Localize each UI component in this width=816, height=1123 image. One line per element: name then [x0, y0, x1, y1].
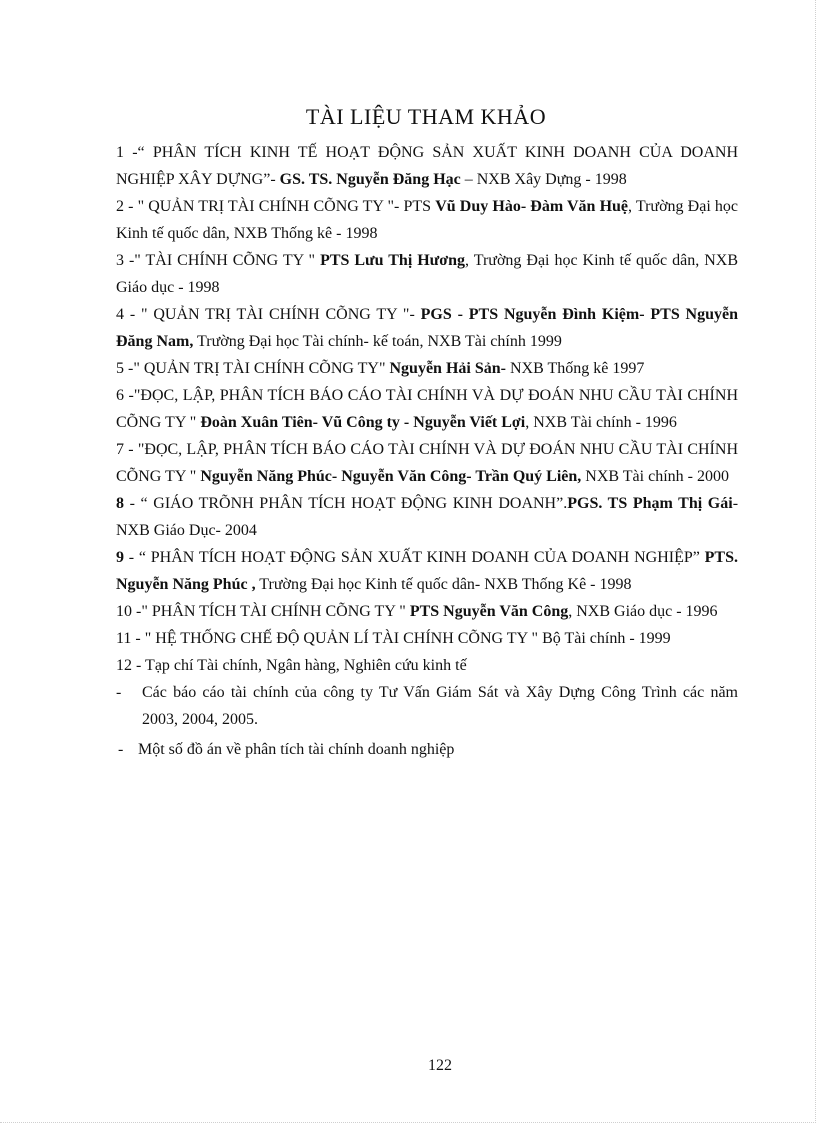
reference-item-4: 4 - " QUẢN TRỊ TÀI CHÍNH CÕNG TY "- PGS - PTS Nguyễn Đình Kiệm- PTS Nguyễn Đăng Nam, Trường Đại học Tài chính- kế toán, NXB Tài chính 1999	[116, 306, 739, 350]
bullet-item-financial-reports: - Các báo cáo tài chính của công ty Tư Vấn Giám Sát và Xây Dựng Công Trình các năm 2003, 2004, 2005.	[116, 679, 738, 733]
page-number: 122	[428, 1057, 452, 1074]
reference-item-8: 8 - “ GIÁO TRÕNH PHÂN TÍCH HOẠT ĐỘNG KINH DOANH”.PGS. TS Phạm Thị Gái- NXB Giáo Dục- 2004	[116, 495, 739, 539]
reference-item-9: 9 - “ PHÂN TÍCH HOẠT ĐỘNG SẢN XUẤT KINH DOANH CỦA DOANH NGHIỆP” PTS. Nguyễn Năng Phúc , Trường Đại học Kinh tế quốc dân- NXB Thống Kê - 1998	[116, 549, 738, 593]
reference-item-5: 5 -" QUẢN TRỊ TÀI CHÍNH CÕNG TY" Nguyễn Hải Sản- NXB Thống kê 1997	[116, 360, 645, 377]
page-title: TÀI LIỆU THAM KHẢO	[305, 104, 547, 129]
reference-item-3: 3 -" TÀI CHÍNH CÕNG TY " PTS Lưu Thị Hương, Trường Đại học Kinh tế quốc dân, NXB Giáo dục - 1998	[116, 252, 738, 296]
bullet-dash: -	[116, 684, 122, 701]
reference-item-11: 11 - " HỆ THỐNG CHẾ ĐỘ QUẢN LÍ TÀI CHÍNH CÕNG TY " Bộ Tài chính - 1999	[116, 630, 671, 647]
reference-list	[116, 139, 738, 763]
reference-item-12: 12 - Tạp chí Tài chính, Ngân hàng, Nghiên cứu kinh tế	[116, 657, 467, 674]
bullet-dash: -	[118, 741, 124, 758]
reference-item-2: 2 - " QUẢN TRỊ TÀI CHÍNH CÕNG TY "- PTS Vũ Duy Hào- Đàm Văn Huệ, Trường Đại học Kinh tế quốc dân, NXB Thống kê - 1998	[116, 198, 738, 242]
reference-item-1: 1 -“ PHÂN TÍCH KINH TẾ HOẠT ĐỘNG SẢN XUẤT KINH DOANH CỦA DOANH NGHIỆP XÂY DỰNG”- GS. TS. Nguyễn Đăng Hạc – NXB Xây Dựng - 1998	[116, 144, 738, 188]
reference-item-10: 10 -" PHÂN TÍCH TÀI CHÍNH CÕNG TY " PTS Nguyễn Văn Công, NXB Giáo dục - 1996	[116, 603, 718, 620]
reference-item-7: 7 - "ĐỌC, LẬP, PHÂN TÍCH BÁO CÁO TÀI CHÍNH VÀ DỰ ĐOÁN NHU CẦU TÀI CHÍNH CÕNG TY " Nguyễn Năng Phúc- Nguyễn Văn Công- Trần Quý Liên, NXB Tài chính - 2000	[116, 441, 738, 485]
reference-item-6: 6 -"ĐỌC, LẬP, PHÂN TÍCH BÁO CÁO TÀI CHÍNH VÀ DỰ ĐOÁN NHU CẦU TÀI CHÍNH CÕNG TY " Đoàn Xuân Tiên- Vũ Công ty - Nguyễn Viết Lợi, NXB Tài chính - 1996	[116, 387, 738, 431]
bullet-item-projects: - Một số đồ án về phân tích tài chính doanh nghiệp	[116, 736, 738, 763]
